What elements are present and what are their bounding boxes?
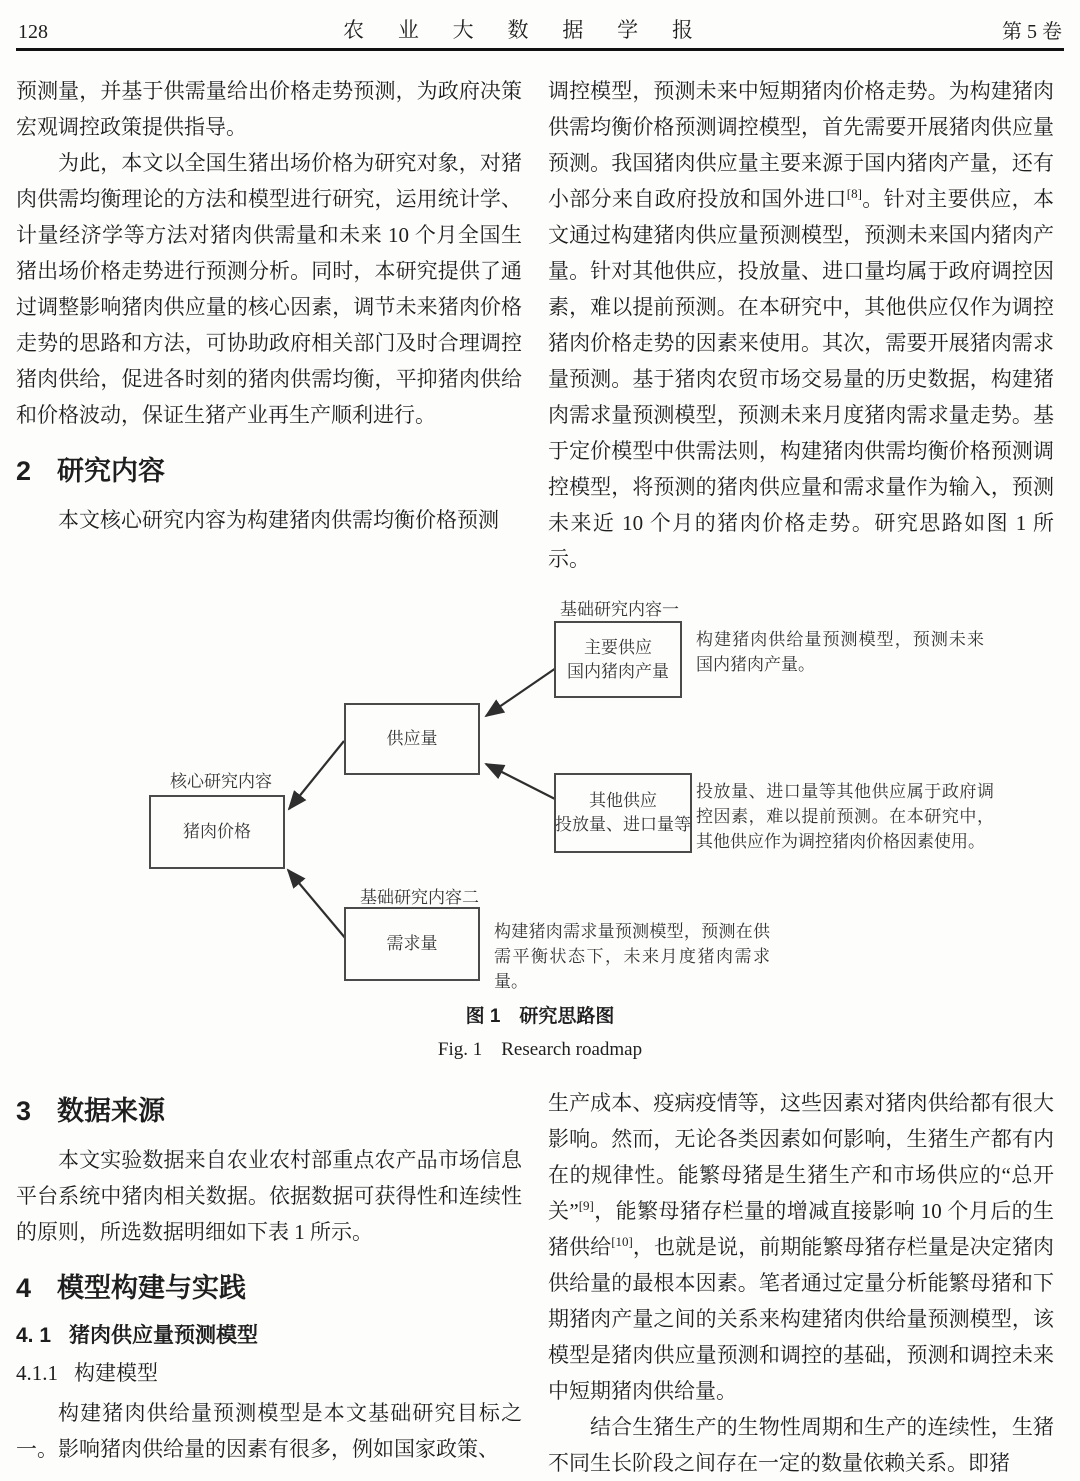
- section-heading-4: [16, 1266, 522, 1305]
- arrow-other-supply-to-supply: [486, 764, 555, 799]
- box-other-supply-line2: 投放量、进口量等: [555, 815, 691, 834]
- annotation-demand: 构建猪肉需求量预测模型，预测在供需平衡状态下，未来月度猪肉需求量。: [494, 922, 770, 991]
- section-title: 猪肉供应量预测模型: [69, 1324, 259, 1347]
- section-number: 4: [16, 1273, 32, 1303]
- box-pork-price-label: 猪肉价格: [183, 822, 251, 841]
- box-other-supply: [554, 773, 692, 853]
- paragraph: 构建猪肉供给量预测模型是本文基础研究目标之一。影响猪肉供给量的因素有很多，例如国家政策、: [16, 1401, 522, 1461]
- section-number: 4.1.1: [16, 1361, 58, 1385]
- figure-1: [16, 583, 1064, 1061]
- bottom-right-column: [548, 1085, 1054, 1481]
- section-heading-3: [16, 1089, 522, 1128]
- section-title: 数据来源: [57, 1096, 166, 1126]
- box-main-supply: [554, 621, 682, 698]
- section-title: 构建模型: [74, 1361, 158, 1385]
- section-title: 研究内容: [57, 456, 166, 486]
- bottom-left-column: [16, 1085, 522, 1481]
- section-heading-4-1-1: [16, 1357, 522, 1387]
- annotation-other-supply: 投放量、进口量等其他供应属于政府调控因素，难以提前预测。在本研究中，其他供应作为调控猪肉价格因素使用。: [696, 782, 994, 851]
- top-columns: [16, 73, 1064, 577]
- box-main-supply-line2: 国内猪肉产量: [567, 661, 669, 681]
- figure-caption-en: Fig. 1 Research roadmap: [437, 1039, 643, 1060]
- box-supply-volume-label: 供应量: [386, 729, 438, 748]
- paragraph: 本文实验数据来自农业农村部重点农产品市场信息平台系统中猪肉相关数据。依据数据可获得性和连续性的原则，所选数据明细如下表 1 所示。: [16, 1148, 522, 1244]
- label-basic-research-2: 基础研究内容二: [360, 888, 479, 907]
- box-demand-volume: [344, 907, 480, 981]
- paragraph: 结合生猪生产的生物性周期和生产的连续性，生猪不同生长阶段之间存在一定的数量依赖关系。即猪: [548, 1415, 1054, 1475]
- annotation-main-supply: 构建猪肉供给量预测模型，预测未来国内猪肉产量。: [696, 630, 984, 674]
- research-roadmap-diagram: [16, 583, 1080, 991]
- section-heading-2: [16, 449, 522, 488]
- arrow-supply-to-price: [289, 741, 344, 809]
- section-number: 2: [16, 456, 32, 486]
- page-number: 128: [18, 21, 48, 43]
- figure-caption-zh: 图 1 研究思路图: [465, 1006, 615, 1027]
- section-number: 3: [16, 1096, 32, 1126]
- paragraph: 生产成本、疫病疫情等，这些因素对猪肉供给都有很大影响。然而，无论各类因素如何影响，生猪生产都有内在的规律性。能繁母猪是生猪生产和市场供应的“总开关”[9]，能繁母猪存栏量的增减直接影响 10 个月后的生猪供给[10]，也就是说，前期能繁母猪存栏量是决定猪肉供给量的最根本因素。笔者通过定量分析能繁母猪和下期猪肉产量之间的关系来构建猪肉供给量预测模型，该模型是猪肉供应量预测和调控的基础，预测和调控未来中短期猪肉供给量。: [548, 1091, 1055, 1403]
- top-right-column: [548, 73, 1054, 577]
- journal-title: 农 业 大 数 据 学 报: [342, 19, 707, 42]
- arrow-main-supply-to-supply: [486, 668, 556, 716]
- label-core-research: 核心研究内容: [170, 772, 272, 791]
- bottom-columns: [16, 1085, 1064, 1481]
- paragraph: 本文核心研究内容为构建猪肉供需均衡价格预测: [58, 508, 499, 532]
- paragraph: 预测量，并基于供需量给出价格走势预测，为政府决策宏观调控政策提供指导。: [16, 79, 522, 139]
- section-title: 模型构建与实践: [57, 1273, 247, 1303]
- box-pork-price: [149, 795, 285, 869]
- paragraph: 调控模型，预测未来中短期猪肉价格走势。为构建猪肉供需均衡价格预测调控模型，首先需要开展猪肉供应量预测。我国猪肉供应量主要来源于国内猪肉产量，还有小部分来自政府投放和国外进口[8]。针对主要供应，本文通过构建猪肉供应量预测模型，预测未来国内猪肉产量。针对其他供应，投放量、进口量均属于政府调控因素，难以提前预测。在本研究中，其他供应仅作为调控猪肉价格走势的因素来使用。其次，需要开展猪肉需求量预测。基于猪肉农贸市场交易量的历史数据，构建猪肉需求量预测模型，预测未来月度猪肉需求量走势。基于定价模型中供需法则，构建猪肉供需均衡价格预测调控模型，将预测的猪肉供应量和需求量作为输入，预测未来近 10 个月的猪肉价格走势。研究思路如图 1 所示。: [548, 79, 1054, 571]
- page-header: [16, 0, 1064, 46]
- section-heading-4-1: [16, 1319, 522, 1349]
- volume-label: 第 5 卷: [1001, 21, 1062, 43]
- box-other-supply-line1: 其他供应: [589, 791, 657, 810]
- header-rule: [16, 48, 1064, 51]
- top-left-column: [16, 73, 522, 577]
- box-demand-volume-label: 需求量: [386, 934, 438, 953]
- box-main-supply-line1: 主要供应: [584, 637, 652, 657]
- paragraph: 为此，本文以全国生猪出场价格为研究对象，对猪肉供需均衡理论的方法和模型进行研究，运用统计学、计量经济学等方法对猪肉供需量和未来 10 个月全国生猪出场价格走势进行预测分析。同时，本研究提供了通过调整影响猪肉供应量的核心因素，调节未来猪肉价格走势的思路和方法，可协助政府相关部门及时合理调控猪肉供给，促进各时刻的猪肉供需均衡，平抑猪肉供给和价格波动，保证生猪产业再生产顺利进行。: [16, 151, 522, 427]
- arrow-demand-to-price: [288, 870, 346, 939]
- section-number: 4. 1: [16, 1324, 52, 1347]
- label-basic-research-1: 基础研究内容一: [560, 600, 679, 619]
- box-supply-volume: [344, 703, 480, 775]
